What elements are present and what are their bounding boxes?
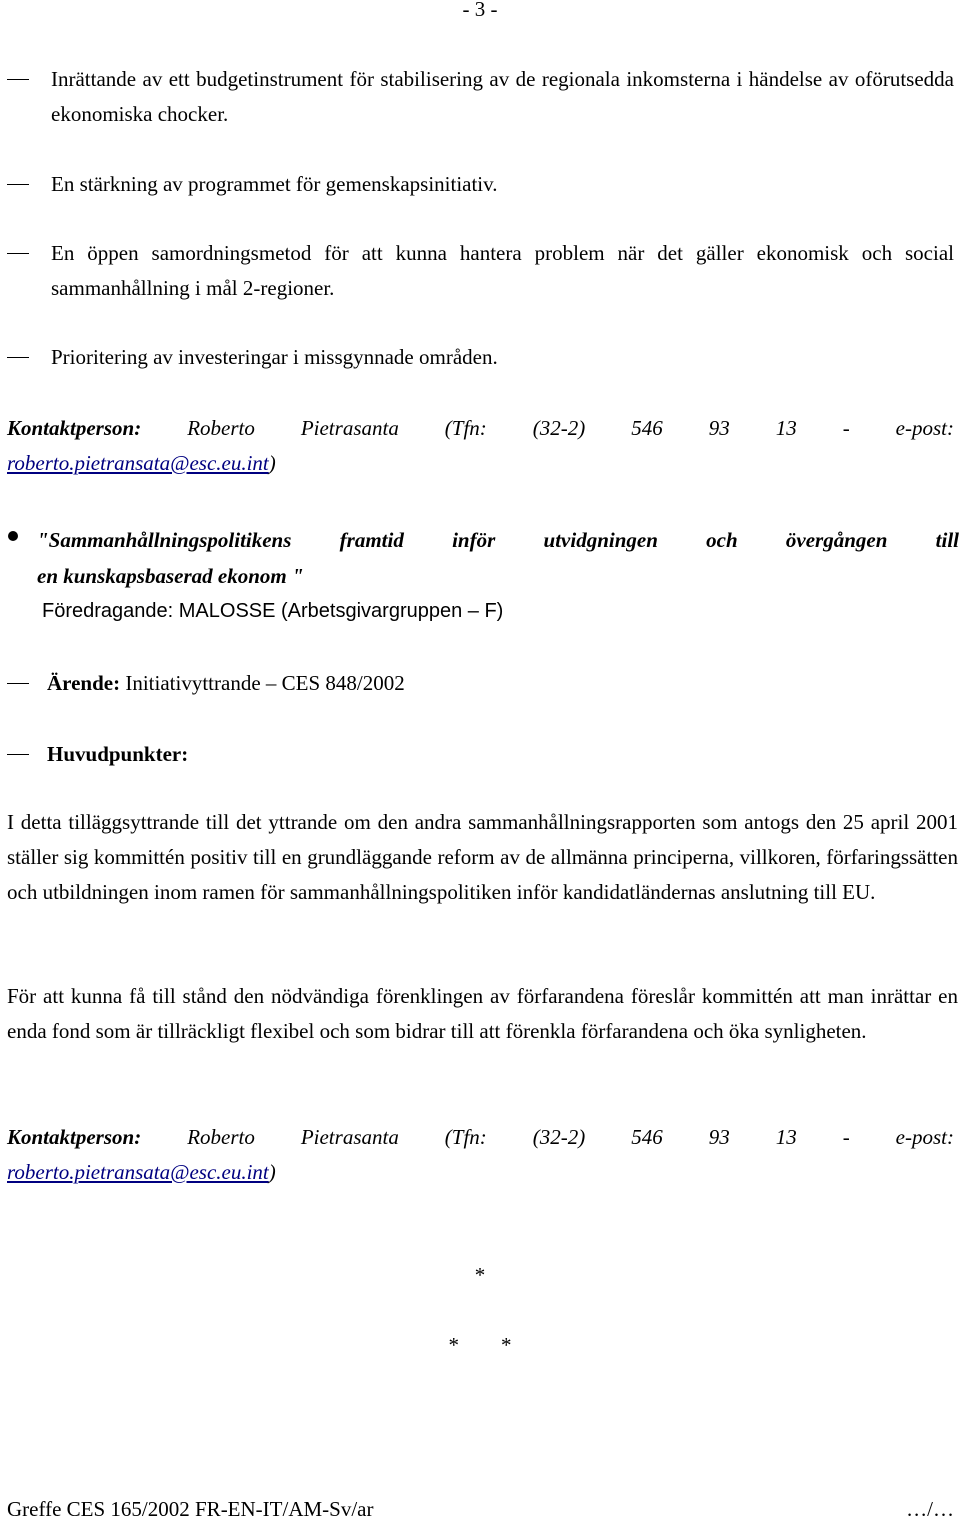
contact-email-line: [7, 446, 954, 481]
page-number: - 3 -: [462, 0, 498, 21]
contact-line: [7, 1120, 954, 1155]
list-item-text: En öppen samordningsmetod för att kunna hantera problem när det gäller ekonomisk och social sammanhållning i mål 2-regioner.: [51, 241, 954, 300]
dash-marker: [7, 184, 29, 185]
separator-stars: * *: [448, 1333, 512, 1357]
list-item-text: En stärkning av programmet för gemenskapsinitiativ.: [51, 172, 498, 196]
contact-label: Kontaktperson:: [7, 1125, 142, 1149]
topic-title-line2: en kunskapsbaserad ekonom ": [37, 564, 304, 588]
case-item: [0, 666, 960, 701]
contact-email-link[interactable]: roberto.pietransata@esc.eu.int: [7, 1160, 269, 1184]
contact-line: [7, 411, 954, 446]
contact-email-link[interactable]: roberto.pietransata@esc.eu.int: [7, 451, 269, 475]
contact-suffix: ): [268, 451, 276, 475]
list-item: [0, 167, 960, 202]
dash-marker: [7, 79, 29, 80]
main-points-item: [0, 737, 960, 772]
contact-text: Roberto Pietrasanta (Tfn: (32-2) 546 93 13 - e-post:: [187, 416, 954, 440]
dash-marker: [7, 683, 29, 684]
paragraph: För att kunna få till stånd den nödvändiga förenklingen av förfarandena föreslår kommittén att man inrättar en enda fond som är tillräckligt flexibel och som bidrar till att förenkla förfarandena och öka synligheten.: [7, 984, 958, 1043]
list-item-text: Inrättande av ett budgetinstrument för stabilisering av de regionala inkomsterna i händelse av oförutsedda ekonomiska chocker.: [51, 67, 954, 126]
footer-continuation: …/…: [906, 1497, 954, 1521]
contact-email-line: [7, 1155, 954, 1190]
case-label: Ärende:: [47, 671, 121, 695]
list-item-text: Prioritering av investeringar i missgynnade områden.: [51, 345, 498, 369]
separator-star: *: [474, 1263, 486, 1287]
footer-reference: Greffe CES 165/2002 FR-EN-IT/AM-Sv/ar: [7, 1497, 374, 1521]
dash-marker: [7, 253, 29, 254]
dash-marker: [7, 357, 29, 358]
contact-suffix: ): [268, 1160, 276, 1184]
dash-marker: [7, 754, 29, 755]
case-text: Initiativyttrande – CES 848/2002: [125, 671, 405, 695]
contact-label: Kontaktperson:: [7, 416, 142, 440]
main-points-label: Huvudpunkter:: [47, 742, 189, 766]
list-item: [0, 340, 960, 375]
topic-title-line1: "Sammanhållningspolitikens framtid inför utvidgningen och övergången till: [37, 528, 959, 552]
contact-text: Roberto Pietrasanta (Tfn: (32-2) 546 93 13 - e-post:: [187, 1125, 954, 1149]
bullet-icon: [8, 531, 18, 541]
list-item: [0, 62, 960, 132]
paragraph: I detta tilläggsyttrande till det yttrande om den andra sammanhållningsrapporten som antogs den 25 april 2001 ställer sig kommittén positiv till en grundläggande reform av de allmänna principerna, villkoren, förfaringssätten och utbildningen inom ramen för sammanhållningspolitiken inför kandidatländernas anslutning till EU.: [7, 810, 958, 904]
list-item: [0, 236, 960, 306]
rapporteur: Föredragande: MALOSSE (Arbetsgivargruppen – F): [42, 600, 504, 622]
